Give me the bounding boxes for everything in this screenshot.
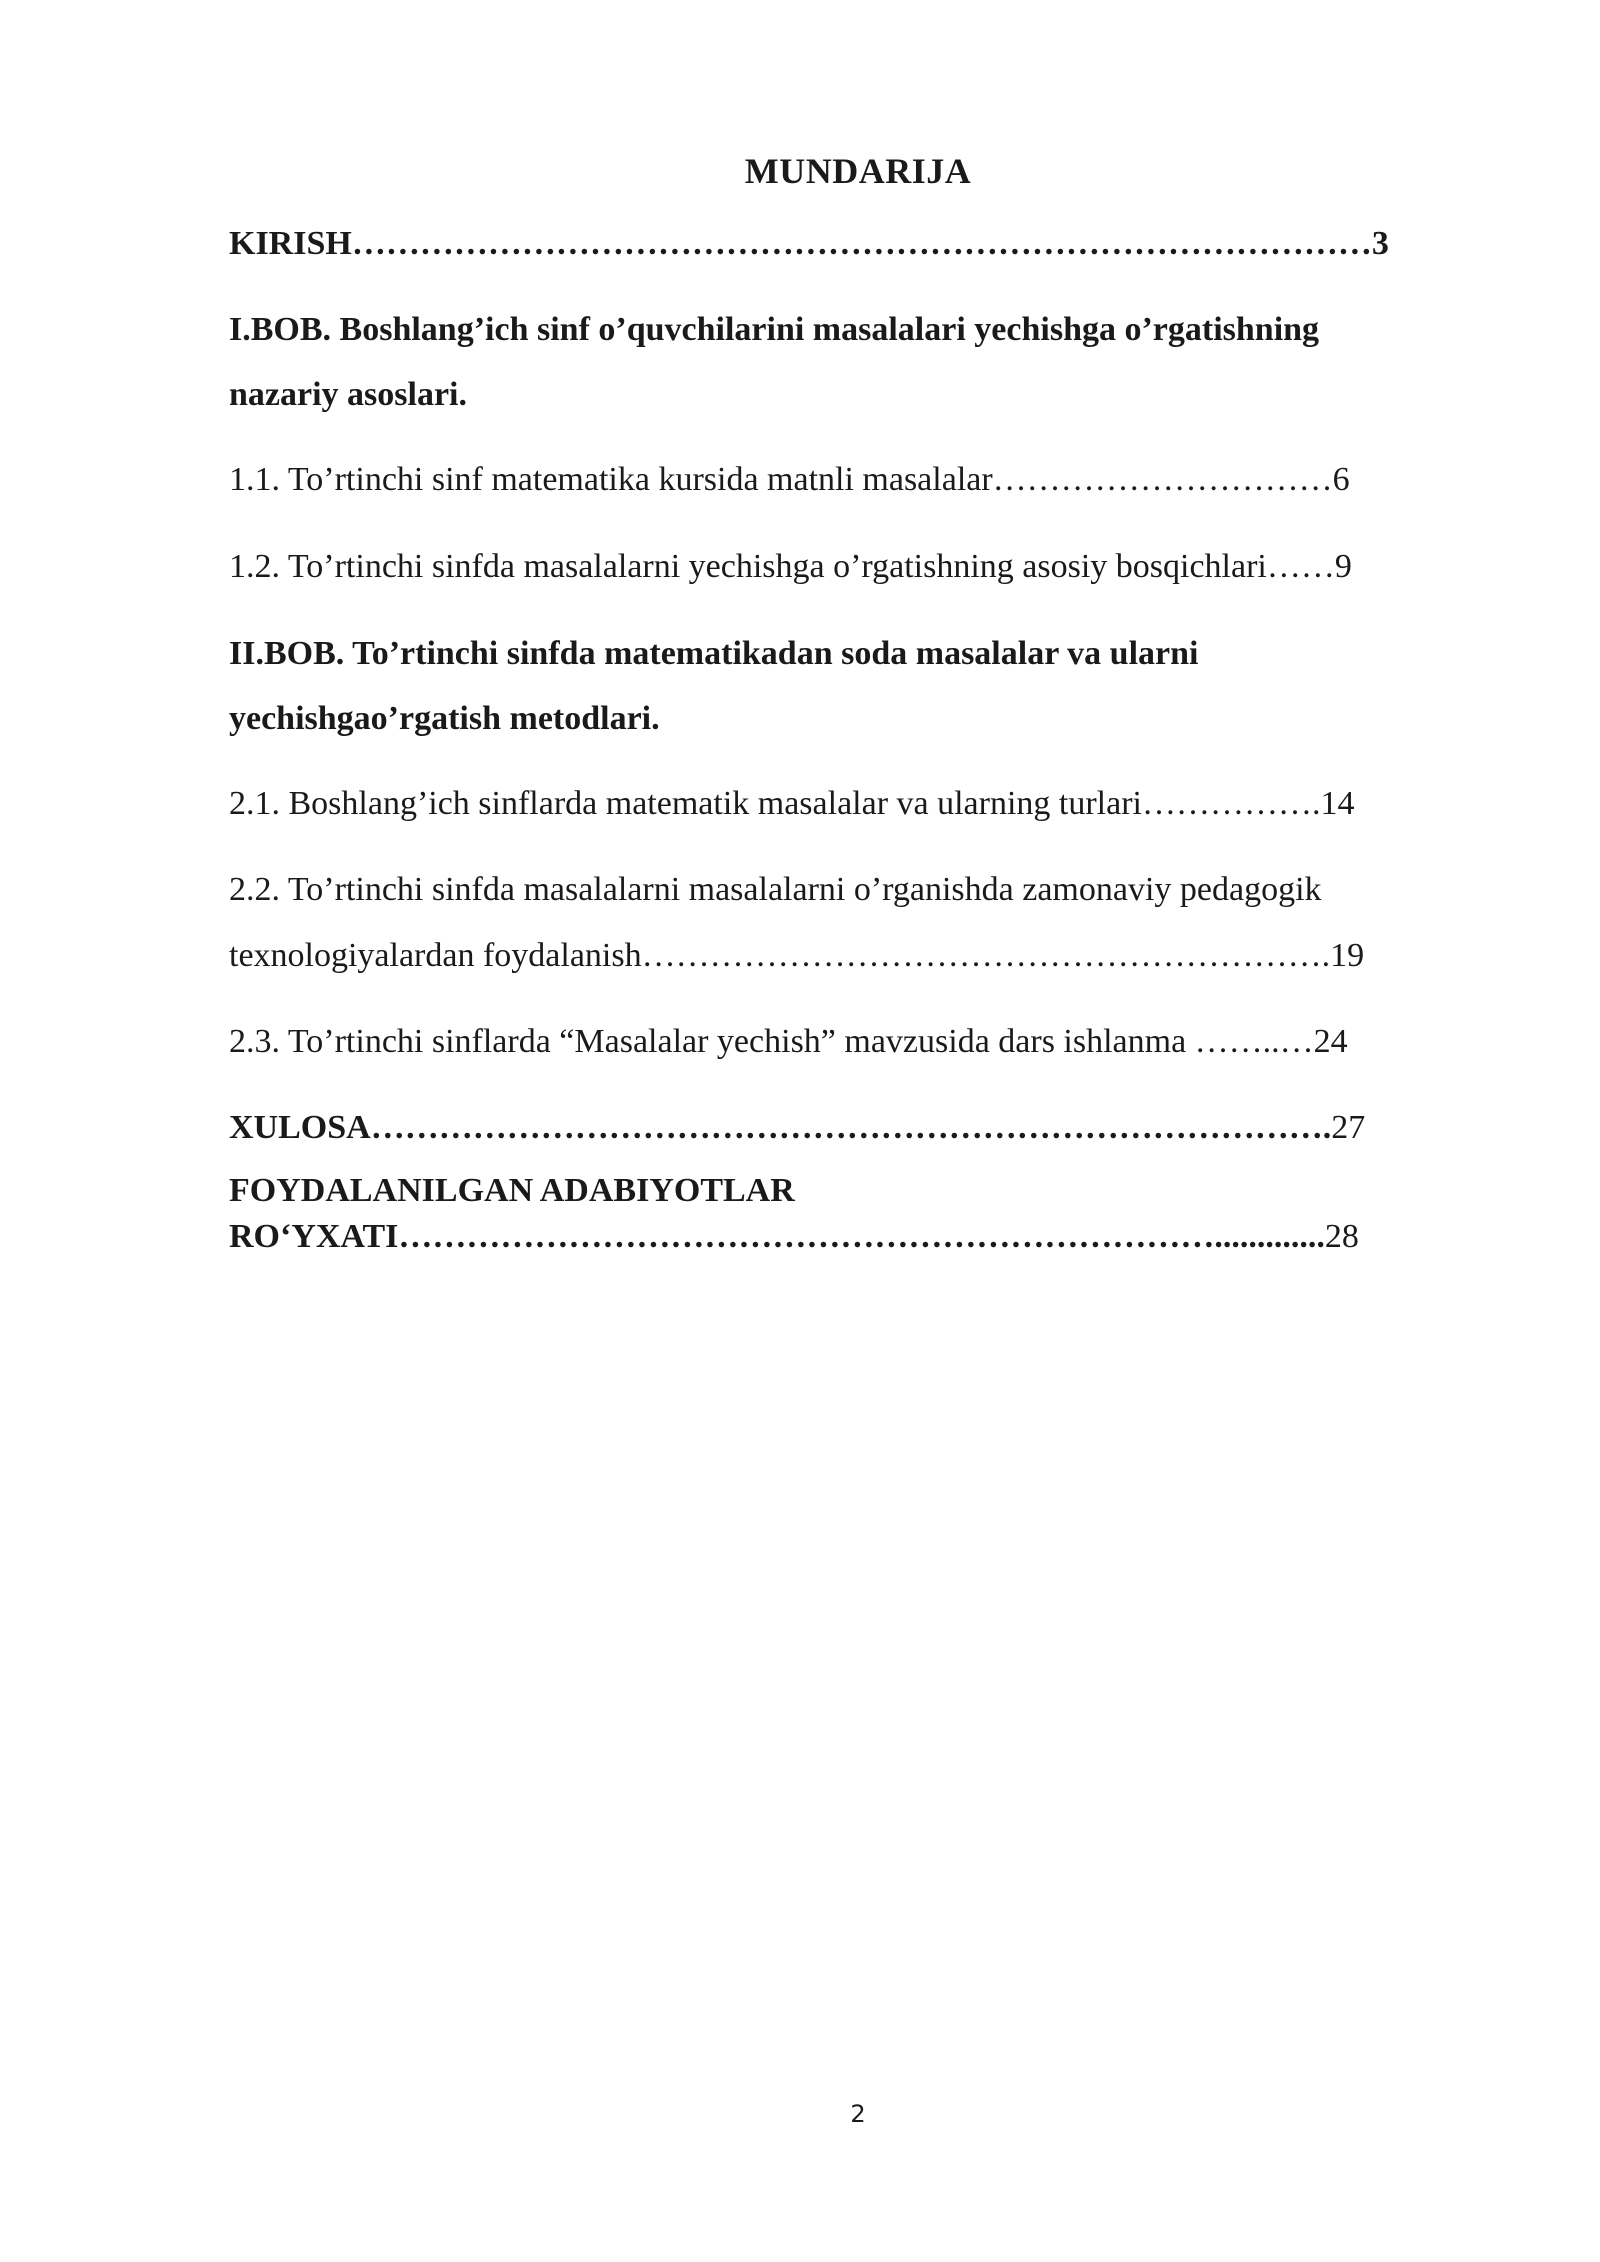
toc-entry-2-2-line-2: texnologiyalardan foydalanish…………………………………………………….19: [229, 937, 1365, 974]
toc-entry-2-2-line-1: 2.2. To’rtinchi sinfda masalalarni masalalarni o’rganishda zamonaviy pedagogik: [229, 871, 1322, 908]
toc-title: MUNDARIJA: [744, 151, 972, 191]
toc-entry-references-label: RO‘YXATI……………………………………………………………….............: [229, 1218, 1325, 1255]
toc-entry-xulosa-page: 27: [1331, 1109, 1366, 1146]
toc-entry-1-2: 1.2. To’rtinchi sinfda masalalarni yechishga o’rgatishning asosiy bosqichlari……9: [229, 548, 1352, 585]
toc-entry-references-page: 28: [1324, 1218, 1359, 1255]
toc-entry-kirish: KIRISH………………………………………………………………………………3: [229, 225, 1389, 262]
page-number: 2: [850, 2100, 866, 2128]
toc-entry-2-1: 2.1. Boshlang’ich sinflarda matematik masalalar va ularning turlari…………….14: [229, 785, 1355, 822]
toc-entry-xulosa-label: XULOSA………………………………………………………………………….: [229, 1109, 1332, 1146]
toc-entry-chapter-1-line-2: nazariy asoslari.: [229, 376, 467, 413]
toc-entry-references-line-2: [229, 1214, 1359, 1260]
toc-entry-1-1: 1.1. To’rtinchi sinf matematika kursida matnli masalalar…………………………6: [229, 461, 1350, 498]
toc-entry-chapter-2-line-1: II.BOB. To’rtinchi sinfda matematikadan soda masalalar va ularni: [229, 635, 1199, 672]
toc-entry-chapter-2-line-2: yechishgao’rgatish metodlari.: [229, 700, 660, 737]
toc-entry-references-line-1: FOYDALANILGAN ADABIYOTLAR: [229, 1172, 795, 1209]
toc-entry-xulosa: [229, 1096, 1365, 1160]
toc-entry-chapter-1-line-1: I.BOB. Boshlang’ich sinf o’quvchilarini masalalari yechishga o’rgatishning: [229, 311, 1320, 348]
toc-entry-2-3: 2.3. To’rtinchi sinflarda “Masalalar yechish” mavzusida dars ishlanma ……..…24: [229, 1023, 1348, 1060]
